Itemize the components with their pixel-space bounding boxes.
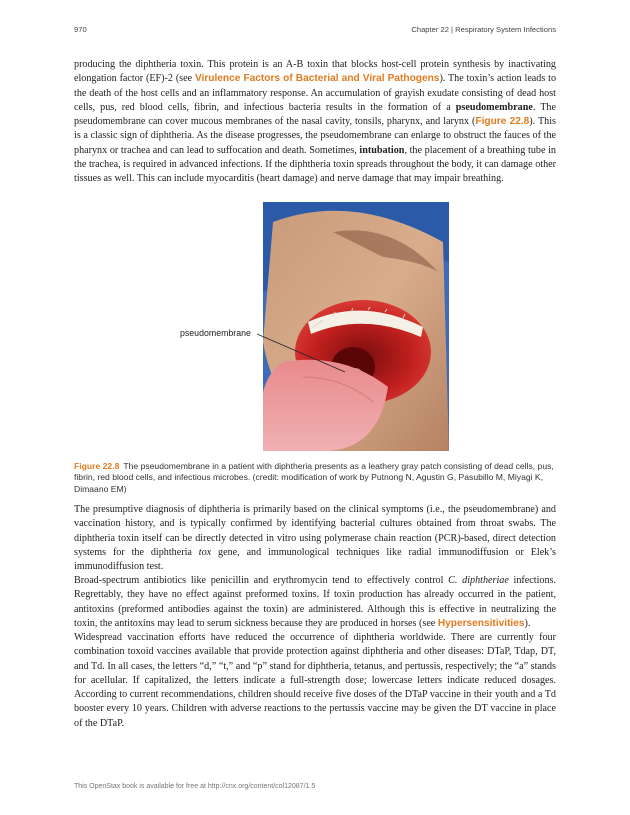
term-tox: tox: [198, 546, 212, 558]
paragraph-2: [74, 503, 556, 574]
paragraph-3-text-3: ).: [524, 617, 531, 629]
paragraph-2-text-1: The presumptive diagnosis of diphtheria is primarily based on the clinical symptoms (i.e., the pseudomembrane) and vaccination history, and is typically confirmed by identifying bacterial cultures obtained from throat swabs. The diphtheria toxin itself can be directly detected in vitro using polymerase chain reaction (PCR)-based, direct detection systems for the diphtheria: [74, 504, 556, 558]
link-figure-22-8[interactable]: Figure 22.8: [475, 116, 530, 128]
paragraph-3: [74, 574, 556, 631]
term-c-diphtheriae: C. diphtheriae: [448, 575, 509, 586]
footer-note: This OpenStax book is available for free at http://cnx.org/content/col12087/1.5: [74, 783, 316, 790]
term-pseudomembrane: pseudomembrane: [455, 101, 533, 113]
figure-caption: [74, 461, 556, 495]
page-number: 970: [74, 25, 87, 34]
paragraph-4-text-1: Widespread vaccination efforts have reduced the occurrence of diphtheria worldwide. There are currently four combination toxoid vaccines available that provide protection against diphtheria and other diseases: DTaP, Tdap, DT, and Td. In all cases, the letters “d,” “t,” and “p” stand for diphtheria, tetanus, and pertussis, respectively; the “a” stands for acellular. If capitalized, the letters indicate a full-strength dose; lowercase letters indicate reduced dosages. According to current recommendations, children should receive five doses of the DTaP vaccine in their youth and a Td booster every 10 years. Children with adverse reactions to the pertussis vaccine may be given the DT vaccine in place of the DTaP.: [74, 632, 556, 729]
paragraph-2-text-2: gene, and immunological techniques like radial immunodiffusion or Elek’s immunodiffusion test.: [74, 546, 557, 573]
paragraph-3-text-2: infections. Regrettably, they have no effect against preformed toxins. If toxin production has already occurred in the patient, antitoxins (preformed antibodies against the toxin) are administered. Although this is effective in neutralizing the toxin, the antitoxins may lead to serum sickness because they are produced in horses (see: [74, 575, 556, 629]
term-intubation: intubation: [359, 144, 405, 156]
figure-label-pseudomembrane: pseudomembrane: [180, 328, 251, 338]
paragraph-4: [74, 631, 556, 731]
paragraph-1: [74, 58, 556, 187]
chapter-title: Chapter 22 | Respiratory System Infections: [411, 25, 556, 34]
paragraph-3-text-1: Broad-spectrum antibiotics like penicillin and erythromycin tend to effectively control: [74, 575, 449, 586]
figure-photo-throat: [263, 202, 449, 451]
paragraph-1-text-4: ). This is a classic sign of diphtheria. As the disease progresses, the pseudomembrane can enlarge to obstruct the fauces of the pharynx or trachea and can lead to suffocation and death. Sometimes,: [74, 116, 556, 156]
paragraph-1-text-1: producing the diphtheria toxin. This protein is an A-B toxin that blocks host-cell protein synthesis by inactivating elongation factor (EF)-2 (see: [74, 59, 556, 85]
figure-number: Figure 22.8: [74, 461, 120, 471]
paragraph-1-text-3: . The pseudomembrane can cover mucous membranes of the nasal cavity, tonsils, pharynx, and larynx (: [74, 101, 556, 128]
link-hypersensitivities[interactable]: Hypersensitivities: [437, 617, 525, 629]
link-virulence-factors[interactable]: Virulence Factors of Bacterial and Viral Pathogens: [194, 73, 440, 85]
paragraph-1-text-2: ). The toxin’s action leads to the death of the host cells and an inflammatory response. An accumulation of grayish exudate consisting of dead host cells, pus, red blood cells, fibrin, and infectious bacteria results in the formation of a: [74, 73, 557, 113]
figure-caption-text: The pseudomembrane in a patient with diphtheria presents as a leathery gray patch consisting of dead cells, pus, fibrin, red blood cells, and infectious microbes. (credit: modification of work by Putnong N, Agustin G, Pasubillo M, Miyagi K, Dimaano EM): [74, 461, 554, 494]
paragraph-1-text-5: , the placement of a breathing tube in the trachea, is required in advanced infections. If the diphtheria toxin spreads throughout the body, it can damage other tissues as well. This can include myocarditis (heart damage) and nerve damage that may impair breathing.: [74, 144, 556, 185]
